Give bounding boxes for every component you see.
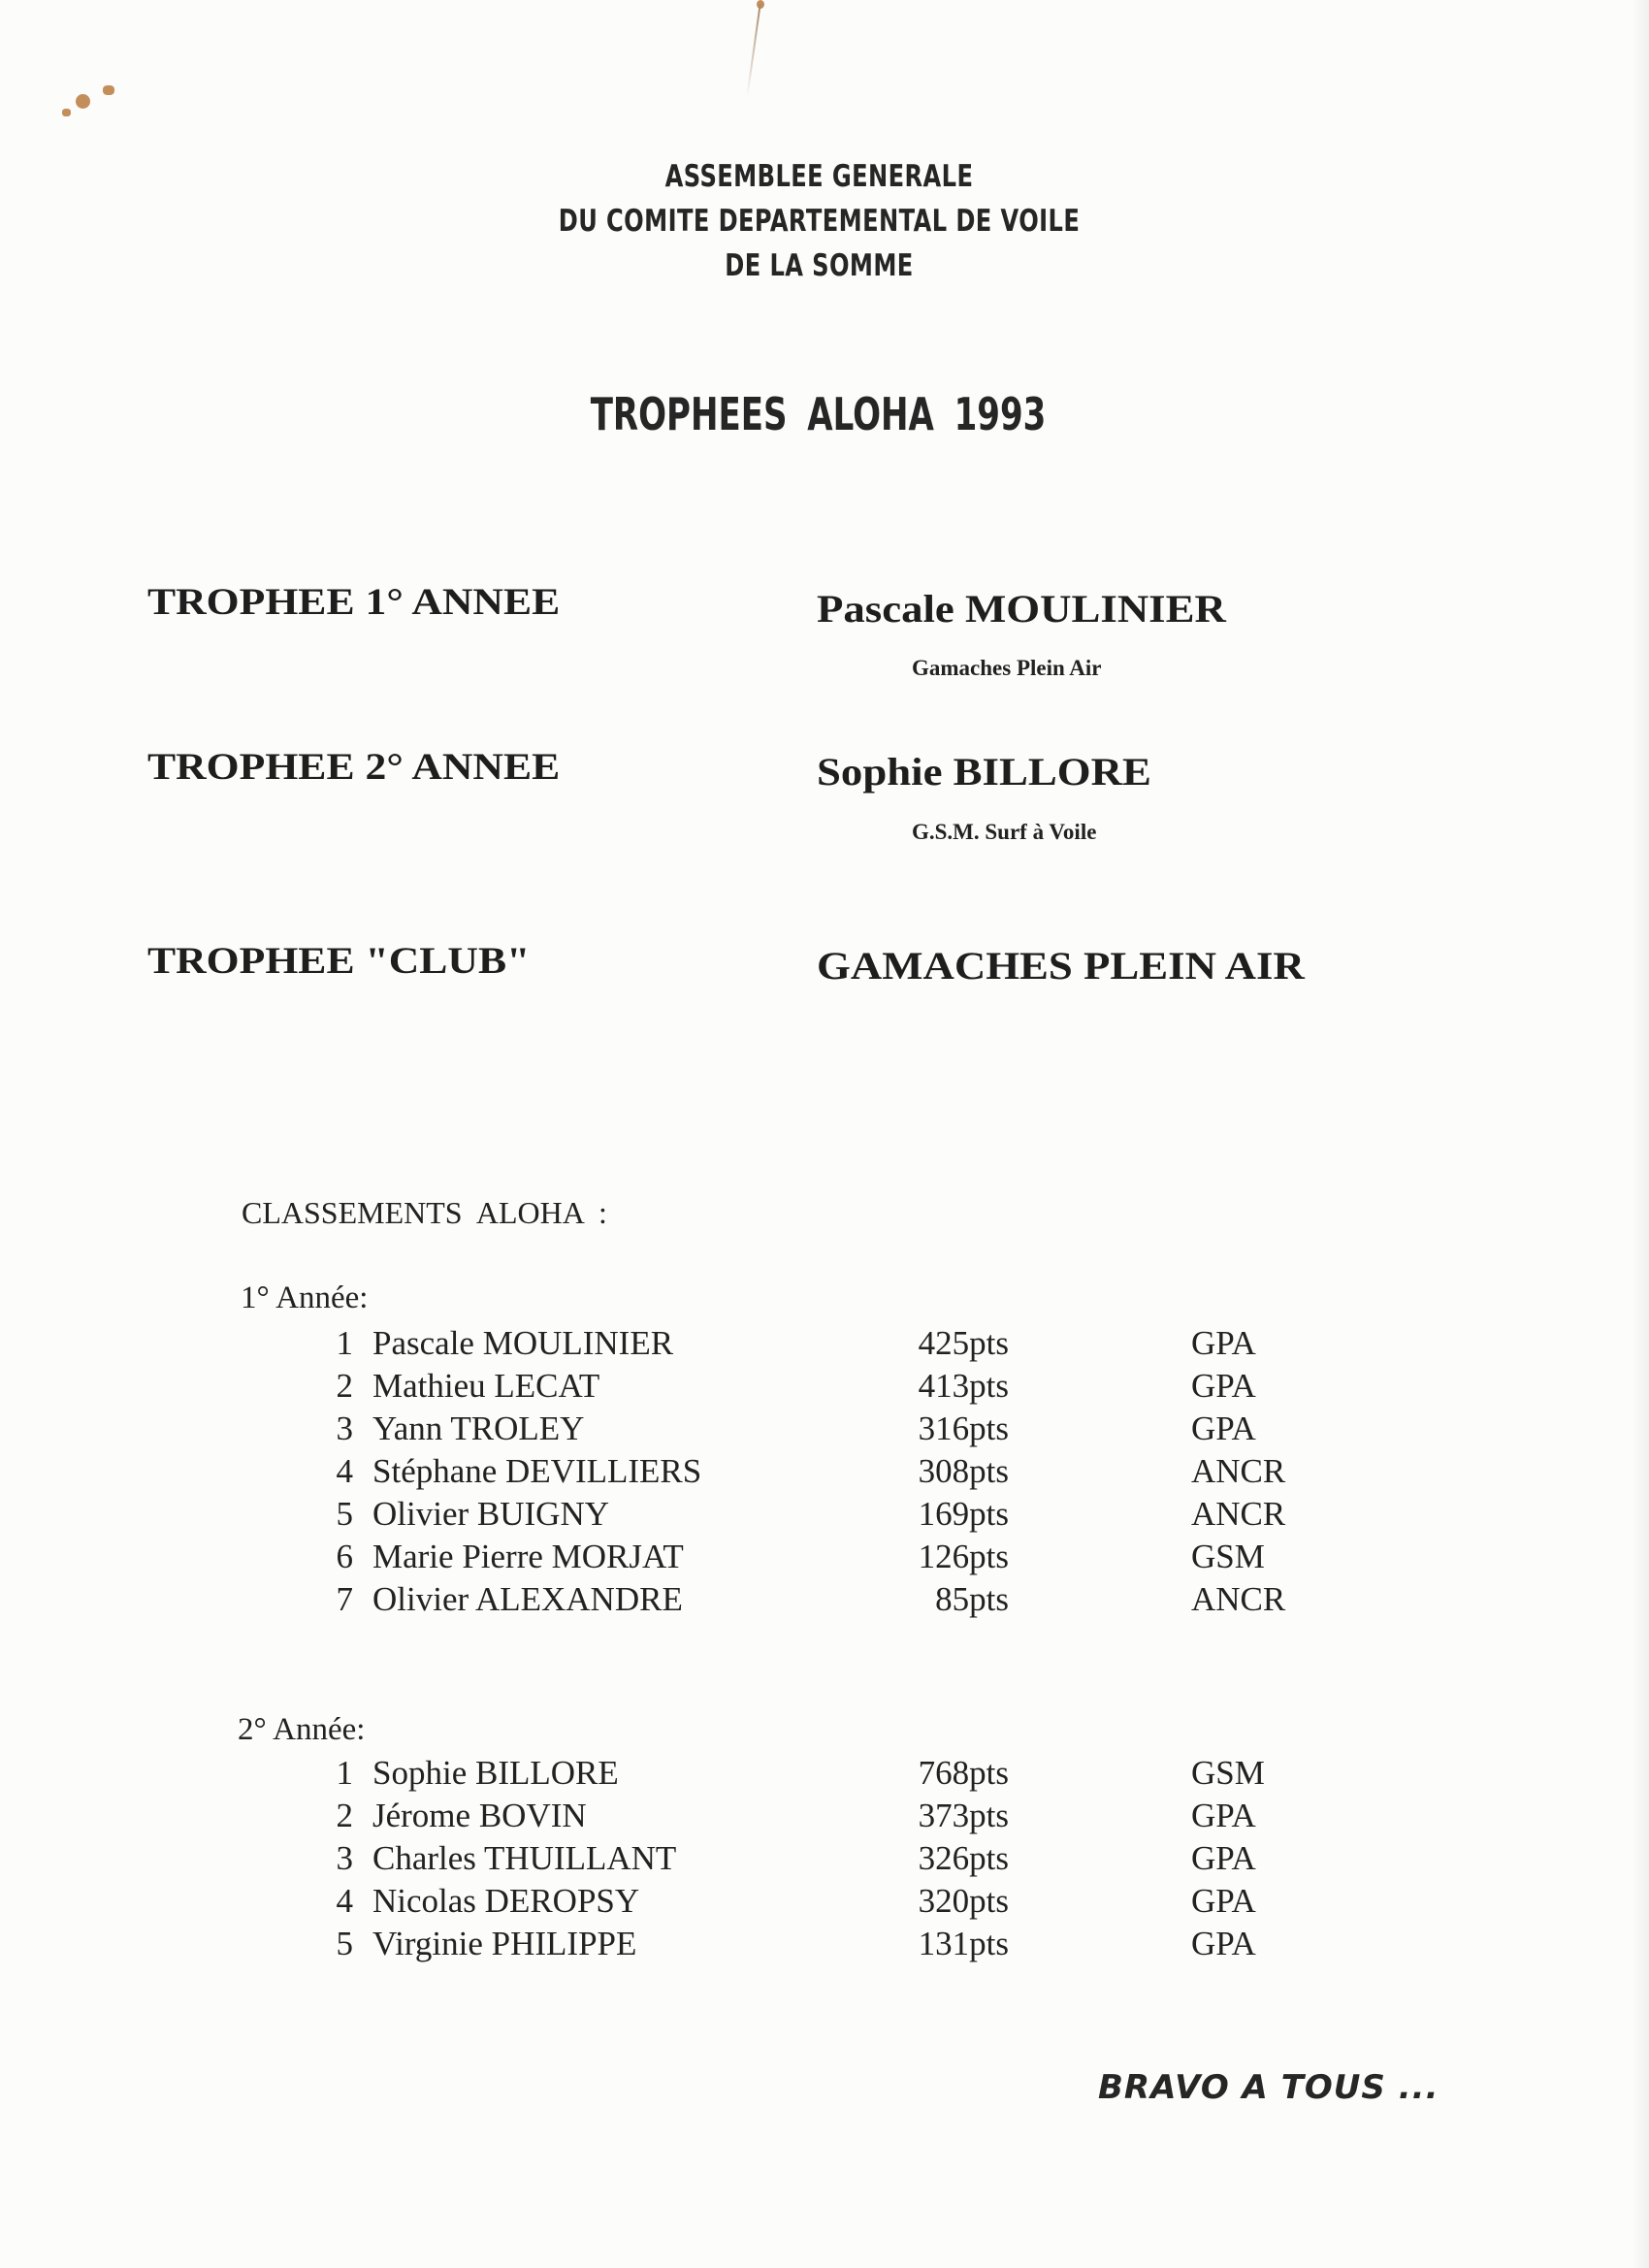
year-group-label: 1° Année: xyxy=(241,1280,369,1315)
competitor-club: ANCR xyxy=(1191,1580,1286,1618)
competitor-name: Stéphane DEVILLIERS xyxy=(372,1452,702,1490)
ranking-position: 5 xyxy=(336,1495,353,1533)
competitor-club: GSM xyxy=(1191,1754,1265,1792)
competitor-points: 320pts xyxy=(918,1882,1009,1920)
header-line-3: DE LA SOMME xyxy=(725,248,914,283)
competitor-points: 425pts xyxy=(918,1324,1009,1362)
rust-stain xyxy=(103,85,114,95)
competitor-name: Marie Pierre MORJAT xyxy=(372,1538,684,1575)
competitor-name: Charles THUILLANT xyxy=(372,1839,677,1877)
header-line-2: DU COMITE DEPARTEMENTAL DE VOILE xyxy=(558,204,1081,239)
competitor-club: GPA xyxy=(1191,1797,1256,1834)
rust-stain xyxy=(76,94,90,109)
ranking-position: 4 xyxy=(336,1882,353,1920)
rust-stain xyxy=(62,109,71,116)
competitor-points: 316pts xyxy=(918,1409,1009,1447)
competitor-points: 326pts xyxy=(918,1839,1009,1877)
ranking-position: 6 xyxy=(336,1538,353,1575)
competitor-name: Sophie BILLORE xyxy=(372,1754,619,1792)
trophy-label: TROPHEE 1° ANNEE xyxy=(147,581,561,623)
competitor-club: GPA xyxy=(1191,1925,1256,1962)
ranking-position: 2 xyxy=(336,1797,353,1834)
competitor-points: 126pts xyxy=(918,1538,1009,1575)
competitor-name: Olivier ALEXANDRE xyxy=(372,1580,683,1618)
competitor-club: GPA xyxy=(1191,1882,1256,1920)
trophy-winner-club: G.S.M. Surf à Voile xyxy=(912,820,1097,844)
competitor-club: GSM xyxy=(1191,1538,1265,1575)
ranking-position: 1 xyxy=(336,1324,353,1362)
ranking-position: 3 xyxy=(336,1409,353,1447)
ranking-position: 4 xyxy=(336,1452,353,1490)
competitor-name: Virginie PHILIPPE xyxy=(372,1925,637,1962)
competitor-club: GPA xyxy=(1191,1324,1256,1362)
competitor-points: 308pts xyxy=(918,1452,1009,1490)
competitor-club: ANCR xyxy=(1191,1452,1286,1490)
page-edge-shadow xyxy=(1632,0,1649,2268)
trophy-winner: Pascale MOULINIER xyxy=(817,587,1226,631)
paper-crease xyxy=(746,4,760,96)
competitor-club: GPA xyxy=(1191,1839,1256,1877)
competitor-points: 85pts xyxy=(935,1580,1009,1618)
competitor-points: 373pts xyxy=(918,1797,1009,1834)
ranking-position: 5 xyxy=(336,1925,353,1962)
competitor-club: ANCR xyxy=(1191,1495,1286,1533)
ranking-position: 2 xyxy=(336,1367,353,1405)
trophy-label: TROPHEE "CLUB" xyxy=(147,940,531,982)
competitor-name: Mathieu LECAT xyxy=(372,1367,600,1405)
competitor-points: 131pts xyxy=(918,1925,1009,1962)
trophy-winner: GAMACHES PLEIN AIR xyxy=(817,944,1305,988)
competitor-name: Pascale MOULINIER xyxy=(372,1324,674,1362)
competitor-points: 768pts xyxy=(918,1754,1009,1792)
competitor-name: Jérome BOVIN xyxy=(372,1797,587,1834)
competitor-name: Nicolas DEROPSY xyxy=(372,1882,640,1920)
competitor-points: 413pts xyxy=(918,1367,1009,1405)
ranking-position: 7 xyxy=(336,1580,353,1618)
competitor-name: Yann TROLEY xyxy=(372,1409,585,1447)
trophy-winner: Sophie BILLORE xyxy=(817,750,1151,794)
rankings-title: CLASSEMENTS ALOHA : xyxy=(242,1195,607,1230)
competitor-club: GPA xyxy=(1191,1367,1256,1405)
year-group-label: 2° Année: xyxy=(238,1712,366,1747)
closing-message: BRAVO A TOUS ... xyxy=(1098,2068,1439,2107)
trophy-winner-club: Gamaches Plein Air xyxy=(912,656,1102,680)
competitor-name: Olivier BUIGNY xyxy=(372,1495,609,1533)
ranking-position: 1 xyxy=(336,1754,353,1792)
ranking-position: 3 xyxy=(336,1839,353,1877)
competitor-points: 169pts xyxy=(918,1495,1009,1533)
header-line-1: ASSEMBLEE GENERALE xyxy=(664,159,974,194)
trophy-label: TROPHEE 2° ANNEE xyxy=(147,746,561,788)
document-title: TROPHEES ALOHA 1993 xyxy=(590,388,1047,440)
competitor-club: GPA xyxy=(1191,1409,1256,1447)
